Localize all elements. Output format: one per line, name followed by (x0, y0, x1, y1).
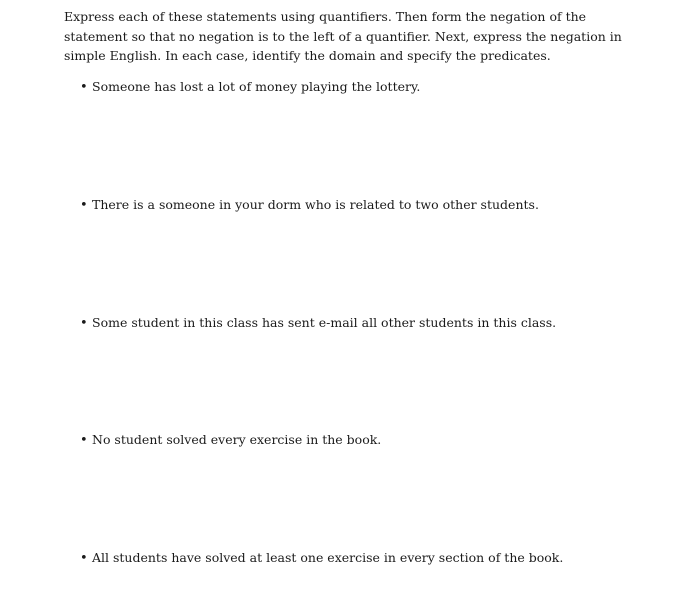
statement-item (80, 196, 640, 215)
statement-text: All students have solved at least one exercise in every section of the book. (92, 550, 564, 565)
statement-item (80, 431, 640, 450)
bullet-icon: • (80, 80, 88, 95)
statement-item (80, 314, 640, 333)
statement-item (80, 549, 640, 568)
statement-text: Some student in this class has sent e-mail all other students in this class. (92, 315, 557, 330)
bullet-icon: • (80, 551, 88, 566)
bullet-icon: • (80, 198, 88, 213)
statement-item (80, 78, 640, 97)
statement-text: There is a someone in your dorm who is related to two other students. (92, 197, 539, 212)
statement-text: No student solved every exercise in the book. (92, 432, 382, 447)
statement-text: Someone has lost a lot of money playing the lottery. (92, 79, 421, 94)
instructions-paragraph: Express each of these statements using quantifiers. Then form the negation of the statement so that no negation is to the left of a quantifier. Next, express the negation in simple English. In each case, identify the domain and specify the predicates. (64, 9, 622, 63)
bullet-icon: • (80, 316, 88, 331)
bullet-icon: • (80, 433, 88, 448)
